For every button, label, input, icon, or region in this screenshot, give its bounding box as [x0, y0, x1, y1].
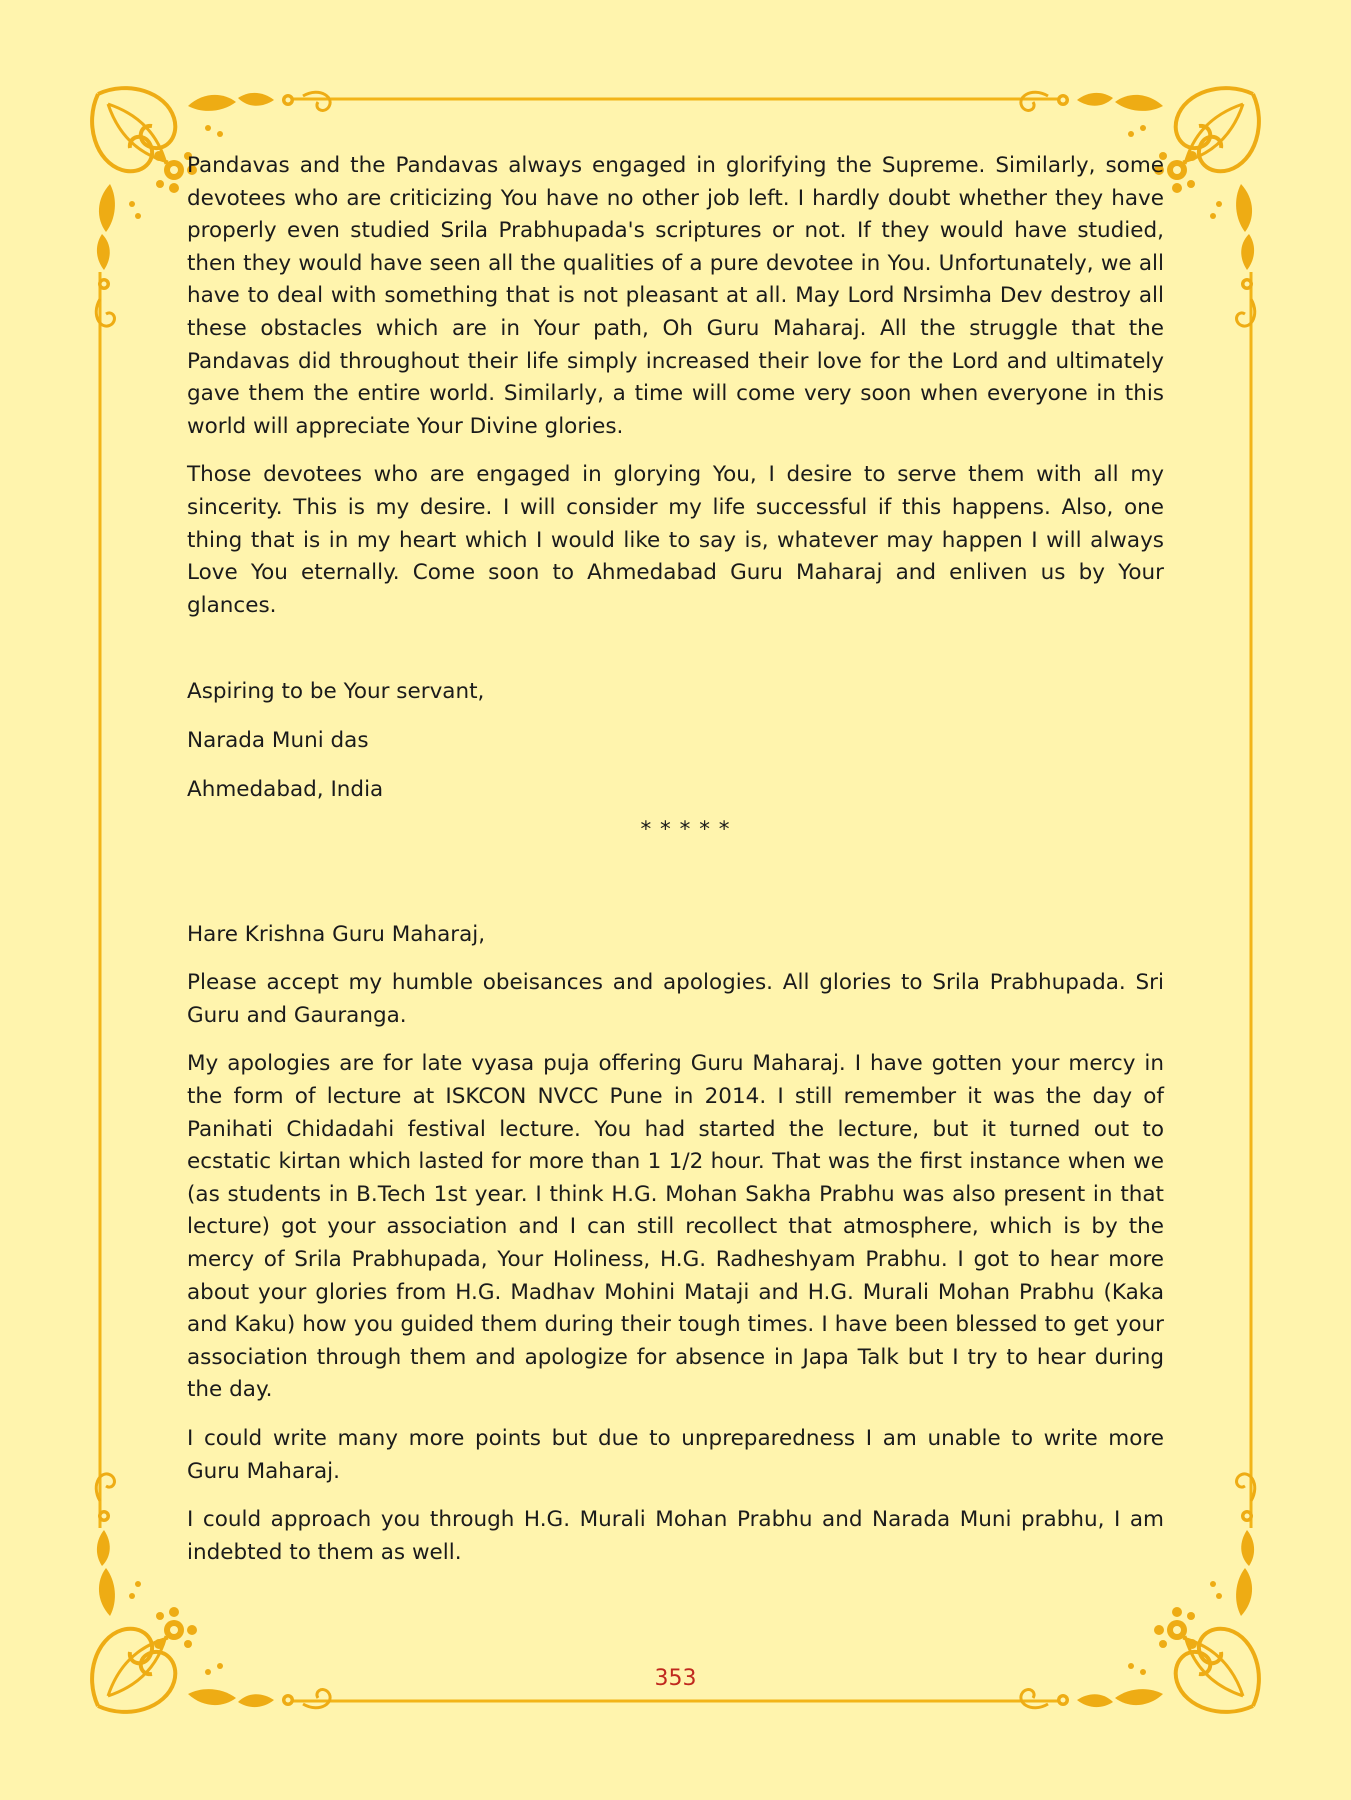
paragraph: My apologies are for late vyasa puja offering Guru Maharaj. I have gotten your mercy in the form of lecture at ISKCON NVCC Pune in 2014. I still remember it was the day of Panihati Chidadahi festival lecture. You had started the lecture, but it turned out to ecstatic kirtan which lasted for more than 1 1/2 hour. That was the first instance when we (as students in B.Tech 1st year. I think H.G. Mohan Sakha Prabhu was also present in that lecture) got your association and I can still recollect that atmosphere, which is by the mercy of Srila Prabhupada, Your Holiness, H.G. Radheshyam Prabhu. I got to hear more about your glories from H.G. Madhav Mohini Mataji and H.G. Murali Mohan Prabhu (Kaka and Kaku) how you guided them during their tough times. I have been blessed to get your association through them and apologize for absence in Japa Talk but I try to hear during the day. [187, 1051, 1164, 1403]
section-separator: * * * * * [640, 817, 731, 843]
page-number: 353 [654, 1666, 697, 1691]
page-body [187, 150, 1164, 1585]
paragraph: Please accept my humble obeisances and apologies. All glories to Srila Prabhupada. Sri Guru and Gauranga. [187, 970, 1164, 1028]
paragraph: I could write many more points but due to unpreparedness I am unable to write more Guru Maharaj. [187, 1426, 1164, 1484]
signature-closing: Aspiring to be Your servant, [187, 679, 485, 705]
letter-greeting: Hare Krishna Guru Maharaj, [187, 921, 486, 947]
signature-place: Ahmedabad, India [187, 776, 384, 802]
paragraph: I could approach you through H.G. Murali Mohan Prabhu and Narada Muni prabhu, I am indebted to them as well. [187, 1507, 1164, 1565]
paragraph: Pandavas and the Pandavas always engaged in glorifying the Supreme. Similarly, some devotees who are criticizing You have no other job left. I hardly doubt whether they have properly even studied Srila Prabhupada's scriptures or not. If they would have studied, then they would have seen all the qualities of a pure devotee in You. Unfortunately, we all have to deal with something that is not pleasant at all. May Lord Nrsimha Dev destroy all these obstacles which are in Your path, Oh Guru Maharaj. All the struggle that the Pandavas did throughout their life simply increased their love for the Lord and ultimately gave them the entire world. Similarly, a time will come very soon when everyone in this world will appreciate Your Divine glories. [187, 153, 1164, 439]
signature-name: Narada Muni das [187, 727, 369, 753]
paragraph: Those devotees who are engaged in glorying You, I desire to serve them with all my sincerity. This is my desire. I will consider my life successful if this happens. Also, one thing that is in my heart which I would like to say is, whatever may happen I will always Love You eternally. Come soon to Ahmedabad Guru Maharaj and enliven us by Your glances. [187, 462, 1164, 618]
